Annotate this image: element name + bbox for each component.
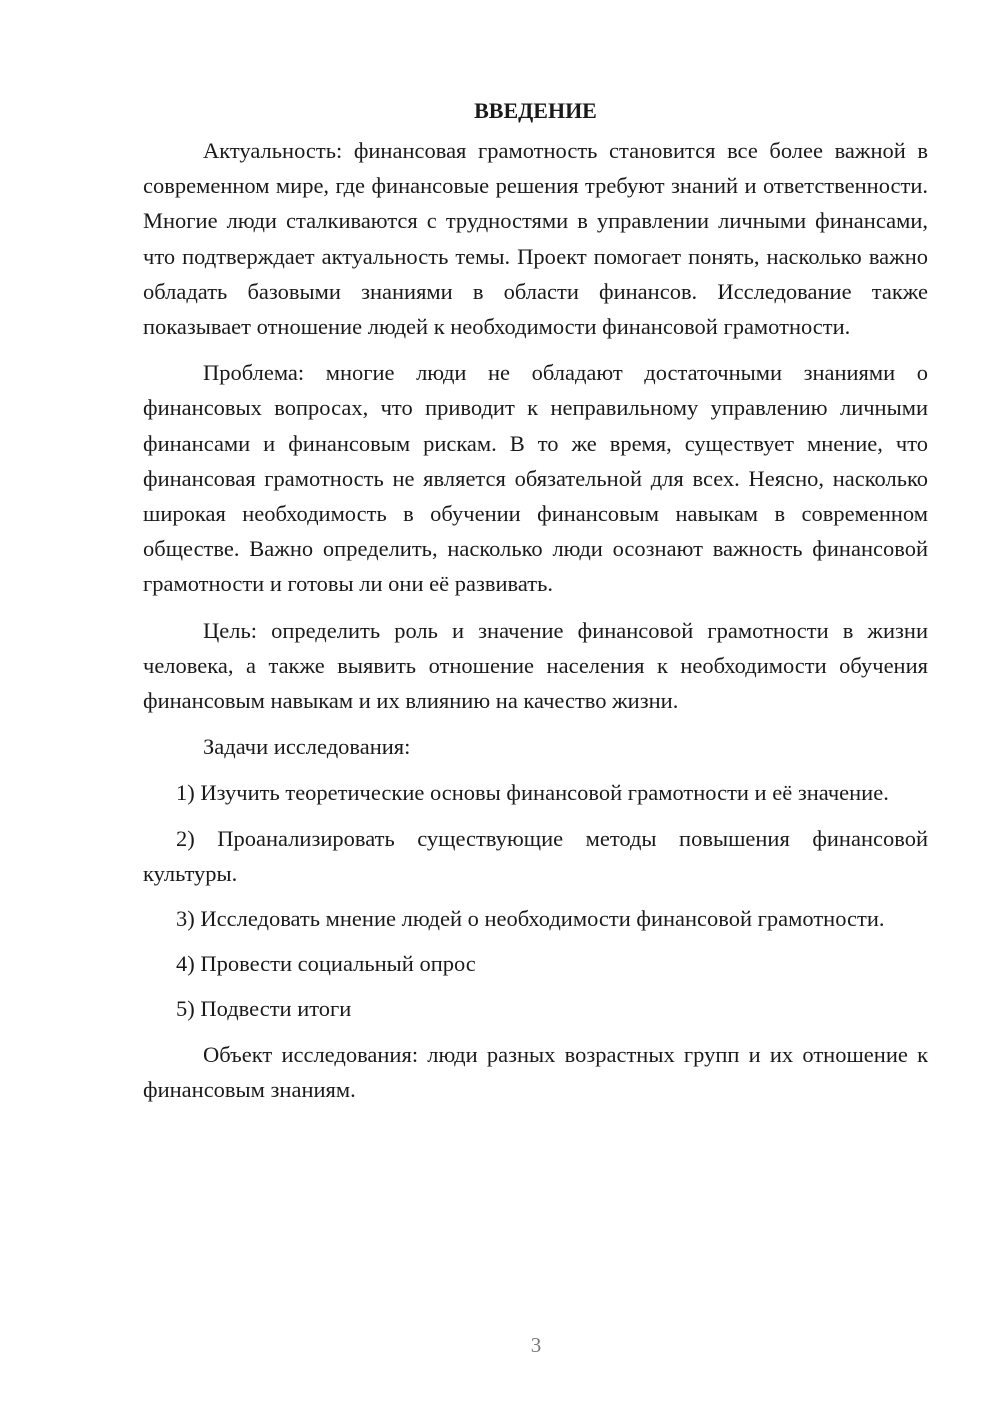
task-item-5: 5) Подвести итоги [176,996,352,1022]
goal-paragraph: Цель: определить роль и значение финансовой грамотности в жизни человека, а также выявить отношение населения к необходимости обучения финансовым навыкам и их влиянию на качество жизни. [143,617,928,714]
task-item-4: 4) Провести социальный опрос [176,951,476,977]
tasks-heading: Задачи исследования: [203,734,411,760]
task-item-1: 1) Изучить теоретические основы финансовой грамотности и её значение. [176,780,889,806]
relevance-paragraph: Актуальность: финансовая грамотность становится все более важной в современном мире, где финансовые решения требуют знаний и ответственности. Многие люди сталкиваются с трудностями в управлении личными финансами, что подтверждает актуальность темы. Проект помогает понять, насколько важно обладать базовыми знаниями в области финансов. Исследование также показывает отношение людей к необходимости финансовой грамотности. [143,138,928,340]
object-paragraph: Объект исследования: люди разных возрастных групп и их отношение к финансовым знаниям. [143,1041,928,1102]
problem-paragraph: Проблема: многие люди не обладают достаточными знаниями о финансовых вопросах, что приводит к неправильному управлению личными финансами и финансовым рискам. В то же время, существует мнение, что финансовая грамотность не является обязательной для всех. Неясно, насколько широкая необходимость в обучении финансовым навыкам в современном обществе. Важно определить, насколько люди осознают важность финансовой грамотности и готовы ли они её развивать. [143,360,928,597]
task-item-3: 3) Исследовать мнение людей о необходимости финансовой грамотности. [176,906,885,932]
section-title: ВВЕДЕНИЕ [474,98,597,123]
document-page [143,96,928,1118]
task-item-2: 2) Проанализировать существующие методы повышения финансовой культуры. [143,825,928,886]
page-number: 3 [530,1333,542,1357]
